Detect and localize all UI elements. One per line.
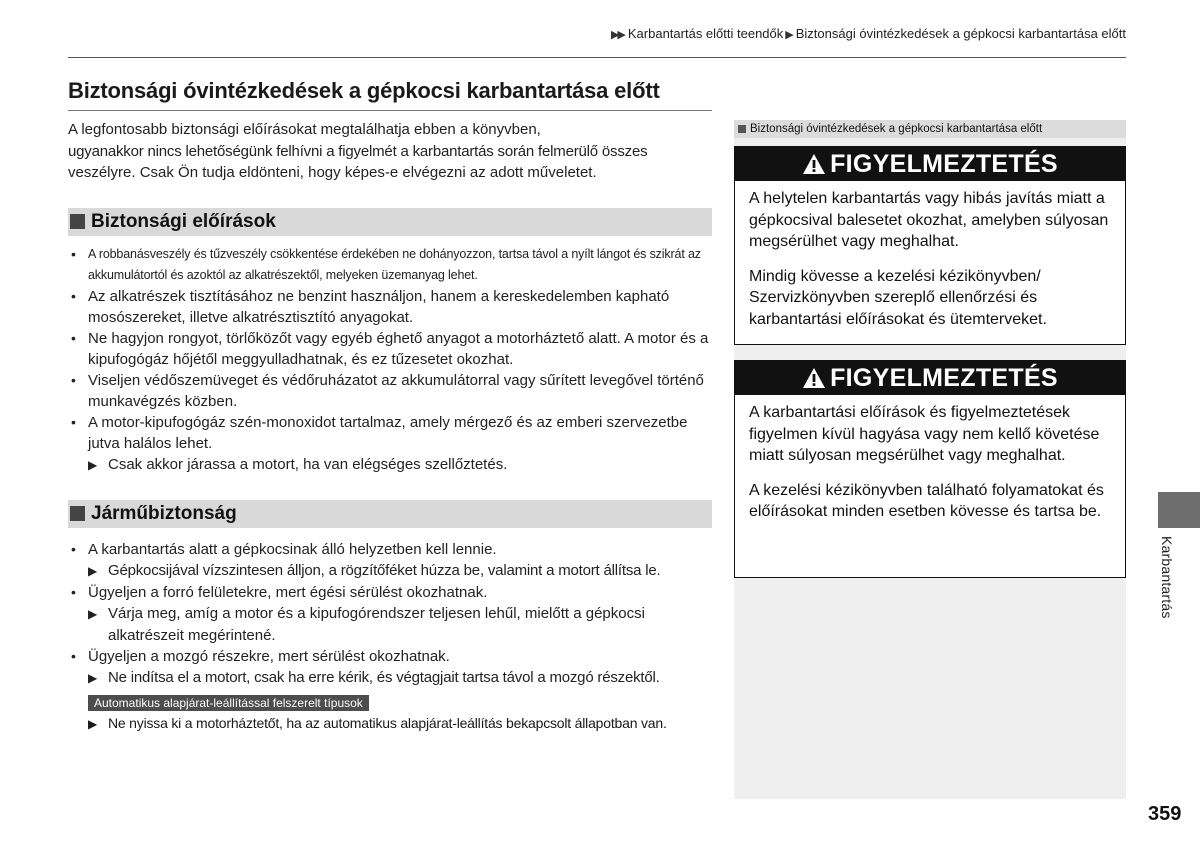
intro-line: A legfontosabb biztonsági előírásokat megtalálhatja ebben a könyvben, (68, 121, 541, 138)
sub-item (88, 560, 712, 582)
sub-item (88, 667, 712, 689)
section-header-vehicle-safety (68, 500, 712, 528)
list-item (68, 412, 712, 476)
chapter-tab-label: Karbantartás (1159, 536, 1175, 619)
sub-item-text: Ne nyissa ki a motorháztetőt, ha az automatikus alapjárat-leállítás bekapcsolt állapotban van. (108, 714, 667, 731)
safety-rules-list (68, 244, 712, 476)
reference-icon (738, 125, 746, 133)
square-icon (70, 214, 85, 229)
warning-text: A karbantartási előírások és figyelmeztetések figyelmen kívül hagyása vagy nem kellő követése miatt súlyosan megsérülhet vagy meghalhat. (749, 404, 1100, 464)
list-item-text: Ügyeljen a forró felületekre, mert égési sérülést okozhatnak. (88, 583, 488, 601)
sidebar-header-text: Biztonsági óvintézkedések a gépkocsi karbantartása előtt (750, 123, 1043, 135)
sidebar-header (734, 120, 1126, 138)
model-variant-tag: Automatikus alapjárat-leállítással felszerelt típusok (88, 695, 369, 711)
warning-triangle-icon (802, 367, 826, 389)
top-divider (68, 57, 1126, 58)
intro-paragraph (68, 119, 712, 184)
list-item-text: Ügyeljen a mozgó részekre, mert sérülést okozhatnak. (88, 647, 450, 665)
arrow-icon: ▶ (88, 716, 98, 731)
warning-title: FIGYELMEZTETÉS (830, 149, 1058, 178)
breadcrumb-item-2: Biztonsági óvintézkedések a gépkocsi karbantartása előtt (795, 26, 1126, 41)
list-item (68, 646, 712, 689)
list-item-text: A karbantartás alatt a gépkocsinak álló helyzetben kell lennie. (88, 540, 497, 558)
warning-text: A kezelési kézikönyvben található folyamatokat és előírásokat minden esetben kövesse és tartsa be. (749, 481, 1104, 520)
warning-text: Mindig kövesse a kezelési kézikönyvben/ Szervizkönyvben szereplő ellenőrzési és karbantartási előírásokat és ütemterveket. (749, 267, 1047, 328)
list-item: • Ne hagyjon rongyot, törlőközőt vagy egyéb éghető anyagot a motorháztető alatt. A motor és a kipufogógáz hőjétől meggyulladhatnak, és ez tűzesetet okozhat. (68, 328, 712, 370)
sub-item-text: Gépkocsijával vízszintesen álljon, a rögzítőféket húzza be, valamint a motort állítsa le. (108, 561, 661, 579)
list-item: • Viseljen védőszemüveget és védőruházatot az akkumulátorral vagy sűrített levegővel történő munkavégzés közben. (68, 370, 712, 412)
list-item (68, 582, 712, 646)
warning-title: FIGYELMEZTETÉS (830, 363, 1058, 392)
section-title: Járműbiztonság (91, 502, 237, 524)
sub-item (88, 454, 712, 476)
breadcrumb (611, 26, 1126, 41)
section-header-safety-rules (68, 208, 712, 236)
main-content (68, 78, 712, 735)
warning-triangle-icon (802, 153, 826, 175)
warning-header (735, 361, 1125, 395)
arrow-icon: ▶ (88, 457, 98, 472)
warning-box-1 (734, 146, 1126, 345)
warning-box-2 (734, 360, 1126, 578)
intro-line: ugyanakkor nincs lehetőségünk felhívni a figyelmét a karbantartás során felmerülő összes (68, 142, 648, 160)
warning-text: A helytelen karbantartás vagy hibás javítás miatt a gépkocsival balesetet okozhat, amelyben súlyosan megsérülhet vagy meghalhat. (749, 190, 1109, 250)
list-item-text: A motor-kipufogógáz szén-monoxidot tartalmaz, amely mérgező és az emberi szervezetbe jutva halálos lehet. (88, 413, 688, 452)
sub-item-text: Ne indítsa el a motort, csak ha erre kérik, és végtagjait tartsa távol a mozgó részektől. (108, 668, 660, 686)
list-item: • A robbanásveszély és tűzveszély csökkentése érdekében ne dohányozzon, tartsa távol a nyílt lángot és szikrát az akkumulátortól és azoktól az alkatrészektől, melyeken üzemanyag lehet. (68, 244, 712, 286)
sub-item (88, 603, 712, 646)
section-title: Biztonsági előírások (91, 210, 276, 232)
chapter-tab (1158, 492, 1200, 528)
arrow-icon: ▶ (88, 563, 98, 578)
double-arrow-icon: ▶▶ (610, 29, 624, 41)
list-item (68, 539, 712, 582)
list-item: • Az alkatrészek tisztításához ne benzint használjon, hanem a kereskedelemben kapható mosószereket, illetve alkatrésztisztító anyagokat. (68, 286, 712, 328)
sidebar-panel (734, 120, 1126, 799)
warning-header (735, 147, 1125, 181)
page-title: Biztonsági óvintézkedések a gépkocsi karbantartása előtt (68, 78, 712, 111)
sub-item-text: Várja meg, amíg a motor és a kipufogórendszer teljesen lehűl, mielőtt a gépkocsi alkatrészeit megérintené. (108, 604, 645, 644)
arrow-icon: ▶ (88, 606, 98, 621)
square-icon (70, 506, 85, 521)
arrow-icon: ▶ (88, 670, 98, 685)
breadcrumb-item-1: Karbantartás előtti teendők (627, 26, 784, 41)
vehicle-safety-list (68, 539, 712, 689)
sub-item-text: Csak akkor járassa a motort, ha van elégséges szellőztetés. (108, 455, 508, 473)
page-number: 359 (1148, 803, 1182, 825)
arrow-icon: ▶ (785, 29, 792, 41)
intro-line: veszélyre. Csak Ön tudja eldönteni, hogy képes-e elvégezni az adott műveletet. (68, 164, 597, 181)
sub-item (88, 713, 712, 735)
